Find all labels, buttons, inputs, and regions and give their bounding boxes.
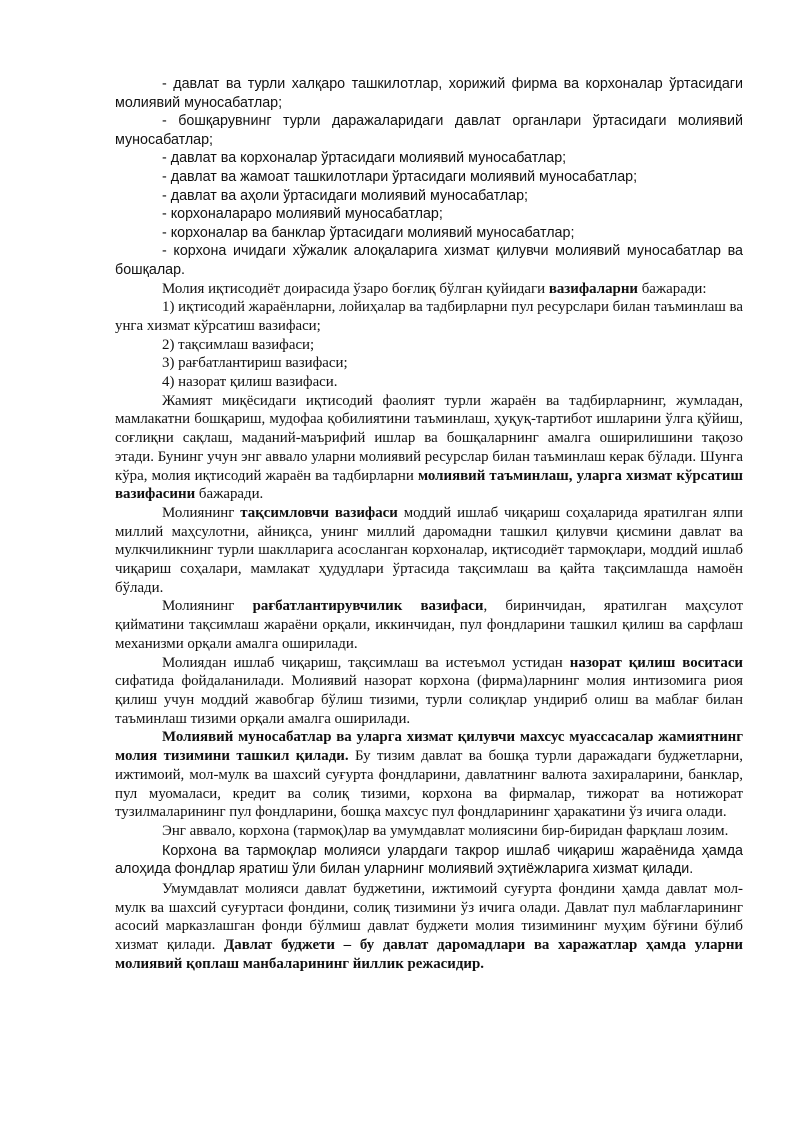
text-run: - бошқарувнинг турли даражаларидаги давлат органлари ўртасидаги молиявий муносабатлар; (115, 113, 743, 148)
text-run: Корхона ва тармоқлар молияси улардаги такрор ишлаб чиқариш жараёнида ҳамда алоҳида фондлар яратиш ўли билан уларнинг молиявий эҳтиёжларига хизмат қилади. (115, 842, 743, 878)
text-run: - давлат ва жамоат ташкилотлари ўртасидаги молиявий муносабатлар; (162, 168, 638, 185)
text-run: сифатида фойдаланилади. Молиявий назорат корхона (фирма)ларнинг молия интизомига риоя қилиш учун моддий жавобгар бўлиш тизими, турли солиқлар ундириб олиш ва маблағ билан таъминлаш тизими орқали амалга оширилади. (115, 673, 743, 727)
text-run: Бу тизим давлат ва бошқа турли даражадаги буджетларни, ижтимоий, мол-мулк ва шахсий суғурта фондларини, давлатнинг валюта захираларини, банклар, пул муомаласи, кредит ва солиқ тизими, корхона ва фирмалар, тижорат ва нотижорат тузилмаларининг пул фондларини, бошқа махсус пул фондларининг ҳаракатини ўз ичига олади. (115, 748, 743, 821)
text-run: моддий ишлаб чиқариш соҳаларида яратилган ялпи миллий маҳсулотни, айниқса, унинг миллий даромадни ташкил қилувчи қисмини давлат ва мулкчиликнинг турли шаклларига асосланган корхоналар, иқтисодиёт тармоқлари, моддий ишлаб чиқариш соҳалари, мамлакат ҳудудлари ўртасида тақсимлаш ва қайта тақсимлашда намоён бўлади. (115, 504, 743, 596)
text-run: бажаради: (637, 280, 707, 297)
text-run: Умумдавлат молияси давлат буджетини, ижтимоий суғурта фондини ҳамда давлат мол-мулк ва шахсий суғуртаси фондини, солиқ тизимини ўз ичига олади. Давлат пул маблағларининг асосий марказлашган фонди бўлмиш давлат буджети молия тизимининг муҳим бўғини бўлиб хизмат қилади. (115, 880, 743, 953)
text-run: Молия иқтисодиёт доирасида ўзаро боғлиқ бўлган қуйидаги (162, 280, 549, 297)
text-run: Молиянинг (162, 598, 253, 615)
text-run: , биринчидан, яратилган маҳсулот қийматини тақсимлаш жараёни орқали, иккинчидан, пул фондларини ташкил қилиш ва сарфлаш механизми орқали амалга оширилади. (115, 598, 743, 652)
paragraph-9 (115, 280, 743, 299)
paragraph-4 (115, 168, 743, 187)
paragraph-2 (115, 112, 743, 149)
paragraph-17 (115, 654, 743, 729)
paragraph-15 (115, 504, 743, 598)
paragraph-1 (115, 75, 743, 112)
paragraph-13 (115, 373, 743, 392)
paragraph-12 (115, 354, 743, 373)
text-run: 1) иқтисодий жараёнларни, лойиҳалар ва тадбирларни пул ресурслари билан таъминлаш ва унга хизмат кўрсатиш вазифаси; (115, 299, 743, 334)
bold-run: Молиявий муносабатлар ва уларга хизмат қилувчи махсус муассасалар жамиятнинг молия тизимини ташкил қилади. (115, 729, 743, 765)
document-page (115, 75, 743, 973)
paragraph-20 (115, 842, 743, 879)
bold-run: молиявий таъминлаш, уларга хизмат кўрсатиш вазифасини (115, 467, 743, 503)
bold-run: рағбатлантирувчилик вазифаси (252, 598, 484, 615)
bold-run: тақсимловчи вазифаси (240, 504, 398, 521)
paragraph-3 (115, 149, 743, 168)
bold-run: назорат қилиш воситаси (569, 654, 744, 671)
text-run: Жамият миқёсидаги иқтисодий фаолият турли жараён ва тадбирларнинг, жумладан, мамлакатни бошқариш, мудофаа қобилиятини таъминлаш, ҳуқуқ-тартибот ишларини ўлга қўйиш, соғлиқни сақлаш, маданий-маърифий ишлар ва бошқаларнинг амалга оширилишини тақозо этади. Бунинг учун энг аввало уларни молиявий ресурслар билан таъминлаш керак бўлади. Шунга кўра, молия иқтисодий жараён ва тадбирларни (115, 392, 743, 484)
paragraph-6 (115, 205, 743, 224)
paragraph-8 (115, 242, 743, 279)
bold-run: вазифаларни (548, 280, 638, 297)
paragraph-5 (115, 187, 743, 206)
text-run: - давлат ва аҳоли ўртасидаги молиявий муносабатлар; (162, 187, 529, 204)
paragraph-10 (115, 298, 743, 335)
bold-run: Давлат буджети – бу давлат даромадлари ва харажатлар ҳамда уларни молиявий қоплаш манбаларининг йиллик режасидир. (115, 936, 744, 972)
text-run: - корхоналараро молиявий муносабатлар; (162, 206, 443, 223)
text-run: 3) рағбатлантириш вазифаси; (162, 355, 348, 372)
text-run: Молиянинг (162, 504, 241, 521)
paragraph-18 (115, 728, 743, 822)
paragraph-19 (115, 822, 743, 841)
text-run: бажаради. (195, 486, 264, 503)
text-run: Энг аввало, корхона (тармоқ)лар ва умумдавлат молиясини бир-биридан фарқлаш лозим. (162, 822, 729, 839)
text-run: 4) назорат қилиш вазифаси. (162, 374, 338, 391)
paragraph-7 (115, 224, 743, 243)
text-run: - давлат ва корхоналар ўртасидаги молиявий муносабатлар; (162, 150, 567, 167)
text-run: - корхоналар ва банклар ўртасидаги молиявий муносабатлар; (162, 224, 575, 241)
paragraph-16 (115, 597, 743, 653)
paragraph-11 (115, 336, 743, 355)
text-run: - корхона ичидаги хўжалик алоқаларига хизмат қилувчи молиявий муносабатлар ва бошқалар. (115, 243, 743, 278)
paragraph-21 (115, 880, 743, 974)
text-run: Молиядан ишлаб чиқариш, тақсимлаш ва истеъмол устидан (162, 654, 570, 671)
paragraph-14 (115, 392, 743, 504)
text-run: - давлат ва турли халқаро ташкилотлар, хорижий фирма ва корхоналар ўртасидаги молиявий муносабатлар; (115, 76, 743, 111)
text-run: 2) тақсимлаш вазифаси; (162, 336, 315, 353)
